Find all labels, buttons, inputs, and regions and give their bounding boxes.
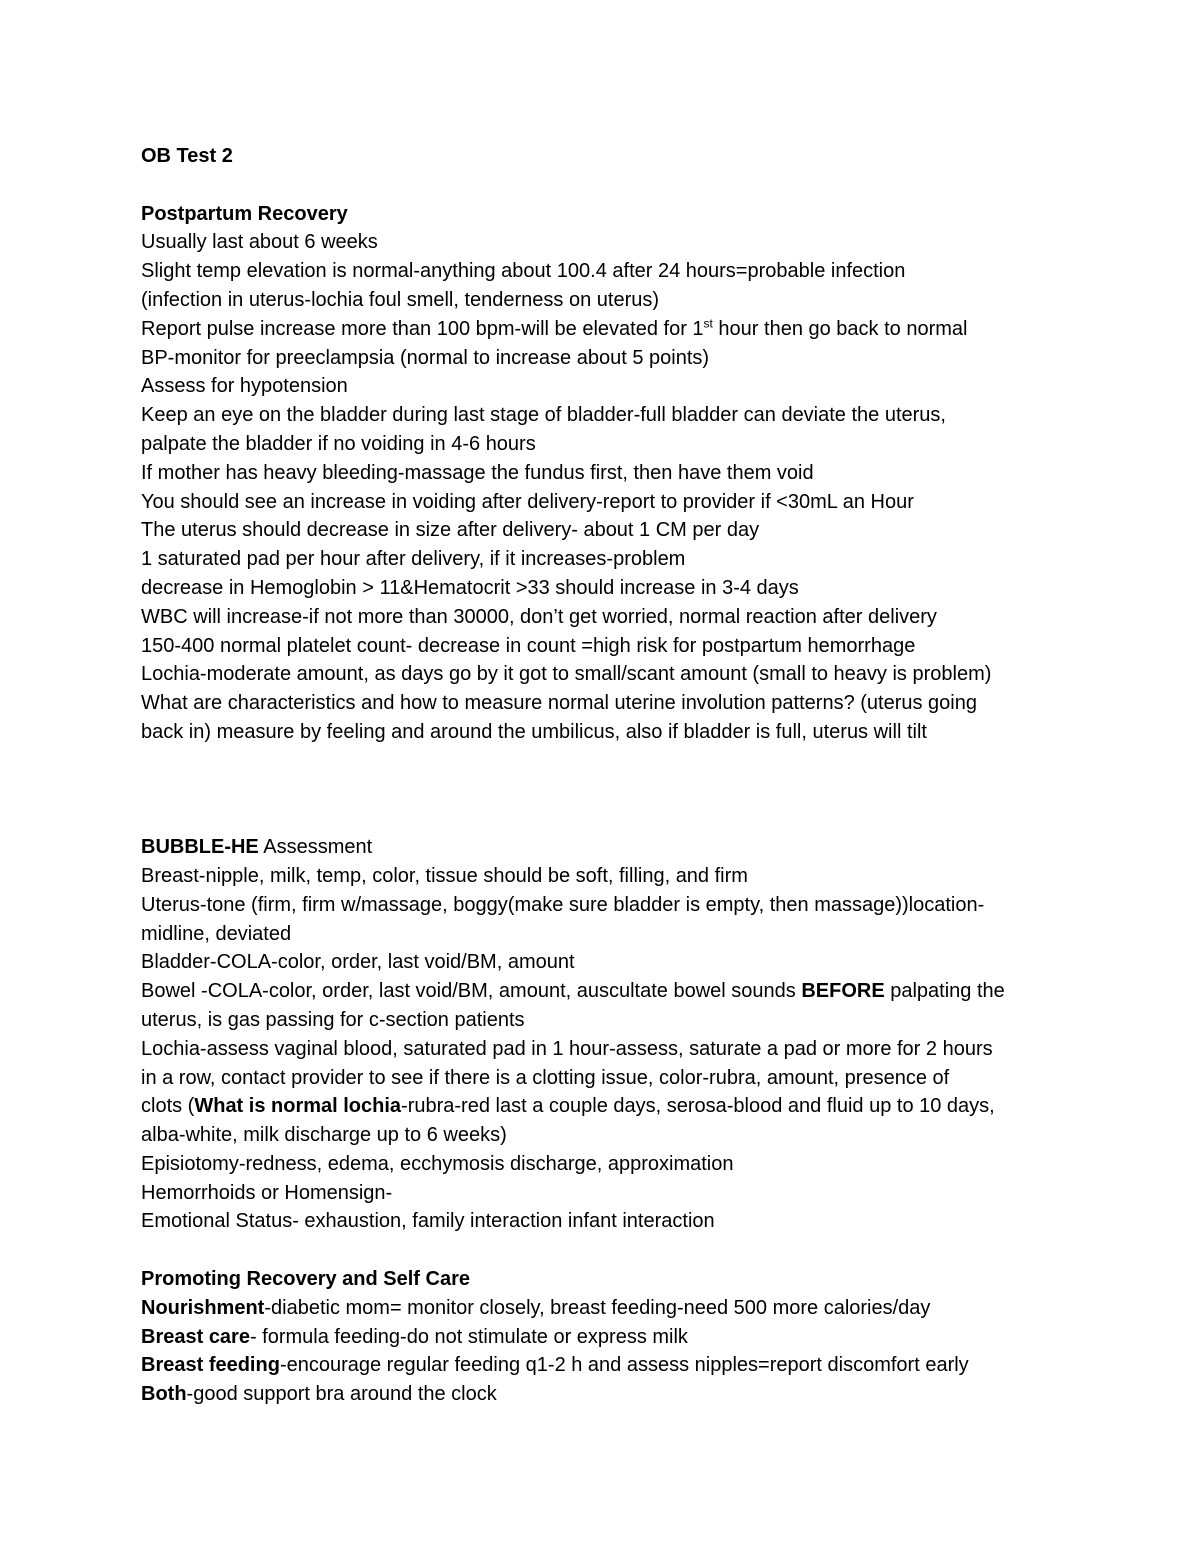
text-line: Assess for hypotension (141, 375, 348, 398)
text-line: Emotional Status- exhaustion, family interaction infant interaction (141, 1210, 715, 1233)
text-line-bowel (141, 977, 1081, 1006)
item-label: Both (141, 1383, 187, 1406)
text-line: Breast-nipple, milk, temp, color, tissue should be soft, filling, and firm (141, 864, 748, 887)
heading-bold: BUBBLE-HE (141, 836, 259, 859)
text-line: 150-400 normal platelet count- decrease in count =high risk for postpartum hemorrhage (141, 634, 916, 657)
text-line: 1 saturated pad per hour after delivery, if it increases-problem (141, 548, 686, 571)
section-heading-postpartum: Postpartum Recovery (141, 202, 348, 225)
document-page (141, 142, 1081, 1409)
spacer (141, 1236, 1081, 1265)
bold-span: BEFORE (801, 980, 885, 1003)
item-label: Breast care (141, 1325, 250, 1348)
heading-rest: Assessment (258, 836, 373, 859)
text-line: midline, deviated (141, 922, 292, 945)
item-text: -diabetic mom= monitor closely, breast feeding-need 500 more calories/day (264, 1296, 931, 1319)
text-span: hour then go back to normal (712, 317, 968, 340)
bold-span: What is normal lochia (194, 1095, 402, 1118)
item-text: -good support bra around the clock (186, 1383, 497, 1406)
list-item (141, 1323, 1081, 1352)
text-line: palpate the bladder if no voiding in 4-6 hours (141, 432, 536, 455)
text-span: Bowel -COLA-color, order, last void/BM, amount, auscultate bowel sounds (141, 980, 802, 1003)
text-line: Bladder-COLA-color, order, last void/BM, amount (141, 951, 575, 974)
text-line: Episiotomy-redness, edema, ecchymosis discharge, approximation (141, 1152, 734, 1175)
document-title: OB Test 2 (141, 145, 233, 167)
text-line: The uterus should decrease in size after delivery- about 1 CM per day (141, 519, 760, 542)
text-line: Uterus-tone (firm, firm w/massage, boggy(make sure bladder is empty, then massage))location- (141, 893, 985, 916)
list-item (141, 1380, 1081, 1409)
text-line: BP-monitor for preeclampsia (normal to increase about 5 points) (141, 346, 710, 369)
text-line: Lochia-moderate amount, as days go by it got to small/scant amount (small to heavy is problem) (141, 663, 992, 686)
text-line: Slight temp elevation is normal-anything about 100.4 after 24 hours=probable infection (141, 260, 906, 283)
text-line: alba-white, milk discharge up to 6 weeks) (141, 1124, 507, 1147)
text-line: WBC will increase-if not more than 30000, don’t get worried, normal reaction after delivery (141, 605, 937, 628)
spacer (141, 747, 1081, 833)
superscript: st (703, 316, 713, 331)
text-line: Keep an eye on the bladder during last stage of bladder-full bladder can deviate the uterus, (141, 404, 946, 427)
section-heading-promoting: Promoting Recovery and Self Care (141, 1268, 470, 1291)
text-line: What are characteristics and how to measure normal uterine involution patterns? (uterus going (141, 692, 977, 715)
text-span: clots ( (141, 1095, 195, 1118)
text-line: uterus, is gas passing for c-section patients (141, 1008, 525, 1031)
item-label: Nourishment (141, 1296, 265, 1319)
text-line: Hemorrhoids or Homensign- (141, 1181, 393, 1204)
text-line: You should see an increase in voiding after delivery-report to provider if <30mL an Hour (141, 490, 914, 513)
text-line: If mother has heavy bleeding-massage the fundus first, then have them void (141, 461, 814, 484)
item-text: -encourage regular feeding q1-2 h and assess nipples=report discomfort early (279, 1354, 969, 1377)
text-line: Usually last about 6 weeks (141, 231, 378, 254)
list-item (141, 1351, 1081, 1380)
list-item (141, 1294, 1081, 1323)
item-text: - formula feeding-do not stimulate or express milk (249, 1325, 688, 1348)
text-line: decrease in Hemoglobin > 11&Hematocrit >33 should increase in 3-4 days (141, 576, 799, 599)
text-line-clots (141, 1092, 1081, 1121)
item-label: Breast feeding (141, 1354, 280, 1377)
text-span: -rubra-red last a couple days, serosa-blood and fluid up to 10 days, (401, 1095, 995, 1118)
text-line: back in) measure by feeling and around the umbilicus, also if bladder is full, uterus will tilt (141, 720, 927, 743)
section-heading-bubble-he (141, 833, 1081, 862)
text-line: Lochia-assess vaginal blood, saturated pad in 1 hour-assess, saturate a pad or more for 2 hours (141, 1037, 993, 1060)
text-span: Report pulse increase more than 100 bpm-will be elevated for 1 (141, 317, 704, 340)
spacer (141, 171, 1081, 200)
text-line: (infection in uterus-lochia foul smell, tenderness on uterus) (141, 288, 660, 311)
text-line: in a row, contact provider to see if there is a clotting issue, color-rubra, amount, presence of (141, 1066, 950, 1089)
text-span: palpating the (884, 980, 1005, 1003)
text-line-pulse (141, 315, 1081, 344)
